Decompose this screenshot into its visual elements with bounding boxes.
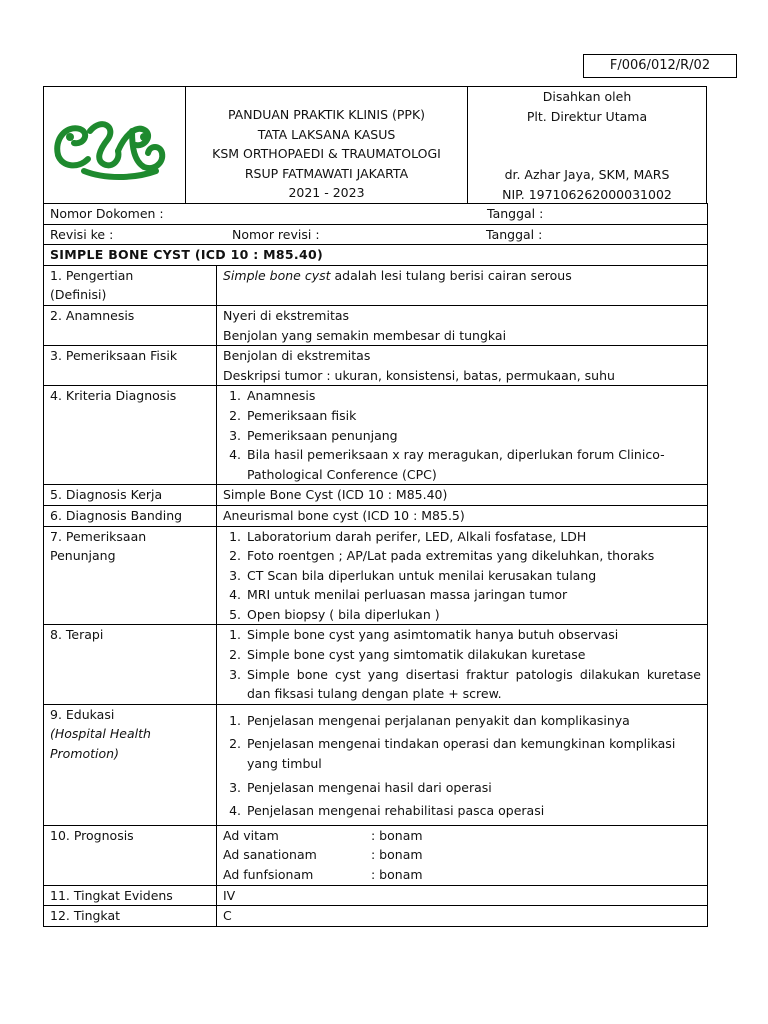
prognosis-value: : bonam <box>371 847 423 863</box>
physical-exam-line: Benjolan di ekstremitas <box>223 348 371 364</box>
approver-title: Plt. Direktur Utama <box>526 108 648 124</box>
list-item: 3. CT Scan bila diperlukan untuk menilai kerusakan tulang <box>245 566 701 586</box>
date-label-1: Tanggal : <box>487 206 544 221</box>
working-diagnosis-label: 5. Diagnosis Kerja <box>44 485 217 506</box>
prognosis-key: Ad funfsionam <box>223 867 314 882</box>
ppk-table <box>43 203 708 927</box>
definition-label: 1. Pengertian <box>50 267 134 283</box>
list-item: 4. Penjelasan mengenai rehabilitasi pasca operasi <box>245 801 701 821</box>
physical-exam-line: Deskripsi tumor : ukuran, konsistensi, batas, permukaan, suhu <box>223 367 615 383</box>
list-item: 1. Anamnesis <box>245 386 701 406</box>
education-row <box>44 704 708 825</box>
header-line-ksm: KSM ORTHOPAEDI & TRAUMATOLOGI <box>212 146 441 162</box>
prognosis-value: : bonam <box>371 827 423 843</box>
education-label-sub: (Hospital Health <box>50 726 151 742</box>
list-item: 4. MRI untuk menilai perluasan massa jaringan tumor <box>245 585 701 605</box>
header-line-ppk: PANDUAN PRAKTIK KLINIS (PPK) <box>227 107 426 122</box>
revision-number-label: Nomor revisi : <box>232 226 320 242</box>
therapy-label: 8. Terapi <box>44 625 217 704</box>
education-list <box>223 711 701 821</box>
approver-nip: NIP. 197106262000031002 <box>502 186 672 202</box>
list-item: 3. Simple bone cyst yang disertasi fraktur patologis dilakukan kuretase dan fiksasi tulang dengan plate + screw. <box>245 665 701 704</box>
revision-row <box>44 224 708 245</box>
definition-term: Simple bone cyst <box>223 267 331 283</box>
diagnostic-criteria-row <box>44 386 708 485</box>
date-label-2: Tanggal : <box>486 226 543 242</box>
prognosis-key: Ad vitam <box>223 827 279 843</box>
prognosis-item <box>223 865 701 885</box>
anamnesis-line: Nyeri di ekstremitas <box>223 307 350 323</box>
prognosis-value: : bonam <box>371 867 423 882</box>
working-diagnosis-row <box>44 485 708 506</box>
list-item: 5. Open biopsy ( bila diperlukan ) <box>245 605 701 625</box>
definition-label-sub: (Definisi) <box>50 287 107 303</box>
evidence-value: IV <box>217 885 708 906</box>
working-diagnosis-value: Simple Bone Cyst (ICD 10 : M85.40) <box>217 485 708 506</box>
header-line-hospital: RSUP FATMAWATI JAKARTA <box>244 165 409 181</box>
differential-label: 6. Diagnosis Banding <box>44 505 217 526</box>
document-header <box>43 86 707 204</box>
recommendation-label: 12. Tingkat <box>44 906 217 927</box>
anamnesis-row <box>44 305 708 345</box>
supporting-exam-row <box>44 526 708 625</box>
list-item: 2. Penjelasan mengenai tindakan operasi dan kemungkinan komplikasi yang timbul <box>245 734 701 773</box>
list-item: 1. Laboratorium darah perifer, LED, Alkali fosfatase, LDH <box>245 527 701 547</box>
recommendation-row <box>44 906 708 927</box>
revision-label: Revisi ke : <box>50 226 114 242</box>
approval-block <box>468 87 706 203</box>
prognosis-item <box>223 826 701 846</box>
doc-number-row <box>44 204 708 225</box>
list-item: 3. Pemeriksaan penunjang <box>245 426 701 446</box>
education-label-sub2: Promotion) <box>50 746 119 762</box>
list-item: 4. Bila hasil pemeriksaan x ray meragukan, diperlukan forum Clinico-Pathological Conference (CPC) <box>245 445 701 484</box>
therapy-list <box>223 625 701 703</box>
anamnesis-line: Benjolan yang semakin membesar di tungkai <box>223 327 507 343</box>
diagnostic-criteria-label: 4. Kriteria Diagnosis <box>44 386 217 485</box>
list-item: 2. Simple bone cyst yang simtomatik dilakukan kuretase <box>245 645 701 665</box>
document-title: SIMPLE BONE CYST (ICD 10 : M85.40) <box>44 245 708 266</box>
list-item: 1. Penjelasan mengenai perjalanan penyakit dan komplikasinya <box>245 711 701 731</box>
list-item: 3. Penjelasan mengenai hasil dari operasi <box>245 778 701 798</box>
list-item: 1. Simple bone cyst yang asimtomatik hanya butuh observasi <box>245 625 701 645</box>
prognosis-row <box>44 825 708 885</box>
supporting-exam-label-sub: Penunjang <box>50 548 116 564</box>
evidence-label: 11. Tingkat Evidens <box>44 885 217 906</box>
evidence-row <box>44 885 708 906</box>
differential-row <box>44 505 708 526</box>
physical-exam-row <box>44 346 708 386</box>
anamnesis-label: 2. Anamnesis <box>44 305 217 345</box>
approver-name: dr. Azhar Jaya, SKM, MARS <box>504 167 670 183</box>
header-title-block <box>186 87 468 203</box>
header-line-case: TATA LAKSANA KASUS <box>257 126 396 142</box>
rsf-logo-icon <box>44 87 186 203</box>
therapy-row <box>44 625 708 704</box>
differential-value: Aneurismal bone cyst (ICD 10 : M85.5) <box>217 505 708 526</box>
form-code: F/006/012/R/02 <box>583 54 737 78</box>
list-item: 2. Foto roentgen ; AP/Lat pada extremitas yang dikeluhkan, thoraks <box>245 546 701 566</box>
education-label: 9. Edukasi <box>50 706 115 722</box>
approved-by-label: Disahkan oleh <box>542 89 632 104</box>
supporting-exam-list <box>223 527 701 625</box>
diagnostic-criteria-list <box>223 386 701 484</box>
doc-number-label: Nomor Dokomen : <box>50 206 164 221</box>
physical-exam-label: 3. Pemeriksaan Fisik <box>44 346 217 386</box>
definition-text: adalah lesi tulang berisi cairan serous <box>330 267 572 283</box>
prognosis-key: Ad sanationam <box>223 847 317 863</box>
list-item: 2. Pemeriksaan fisik <box>245 406 701 426</box>
title-row <box>44 245 708 266</box>
prognosis-item <box>223 845 701 865</box>
prognosis-label: 10. Prognosis <box>44 825 217 885</box>
supporting-exam-label: 7. Pemeriksaan <box>50 528 147 544</box>
recommendation-value: C <box>217 906 708 927</box>
hospital-logo <box>44 87 186 203</box>
definition-row <box>44 265 708 305</box>
header-line-years: 2021 - 2023 <box>288 185 365 201</box>
